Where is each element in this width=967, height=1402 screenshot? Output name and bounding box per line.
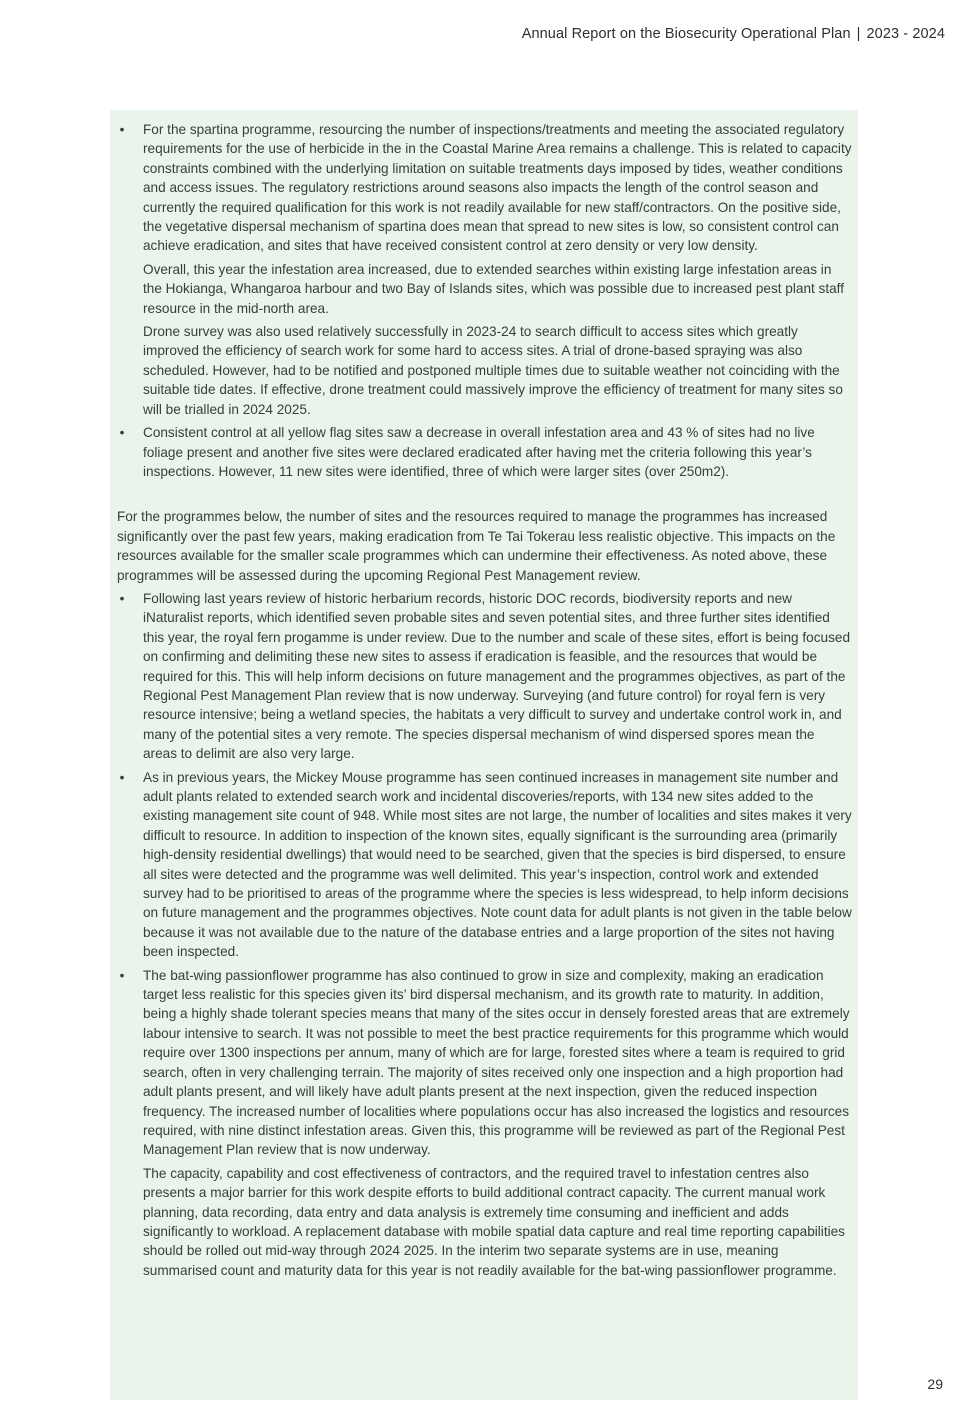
- list-paragraph: The bat-wing passionflower programme has also continued to grow in size and complexity, making an eradication target less realistic for this species given its’ bird dispersal mechanism, and its growth rate to maturity. In addition, being a highly shade tolerant species means that many of the sites occur in densely forested areas that are extremely labour intensive to search. It was not possible to meet the best practice requirements for this programme which would require over 1300 inspections per annum, many of which are for large, forested sites where a team is required to grid search, often in very challenging terrain. The majority of sites received only one inspection and a high proportion had adult plants present, and will likely have adult plants present at the next inspection, given the reduced inspection frequency. The increased number of localities where populations occur has also increased the logistics and resources required, with nine distinct infestation areas. Given this, this programme will be reviewed as part of the Regional Pest Management Plan review that is now underway.: [143, 967, 850, 1158]
- page-number: 29: [927, 1376, 943, 1392]
- list-paragraph: Overall, this year the infestation area increased, due to extended searches within existing large infestation areas in the Hokianga, Whangaroa harbour and two Bay of Islands sites, which was possible due to increased pest plant staff resource in the mid-north area.: [143, 261, 844, 316]
- bullet-list-section-2: [117, 589, 852, 1280]
- page-header: [522, 26, 945, 42]
- report-years: 2023 - 2024: [866, 26, 945, 42]
- intro-paragraph: For the programmes below, the number of sites and the resources required to manage the programmes has increased significantly over the past few years, making eradication from Te Tai Tokerau less realistic objective. This impacts on the resources available for the smaller scale programmes which can undermine their effectiveness. As noted above, these programmes will be assessed during the upcoming Regional Pest Management review.: [117, 509, 836, 583]
- bullet-marker: •: [119, 122, 125, 137]
- list-paragraph: As in previous years, the Mickey Mouse programme has seen continued increases in management site number and adult plants related to extended search work and incidental discoveries/reports, with 134 new sites added to the existing management site count of 948. While most sites are not large, the number of localities and sites makes it very difficult to resource. In addition to inspection of the known sites, equally significant is the surrounding area (primarily high-density residential dwellings) that would need to be searched, given that the species is bird dispersed, to ensure all sites were detected and the programme was well delimited. This year’s inspection, control work and extended survey had to be prioritised to areas of the programme where the species is less widespread, to help inform decisions on future management and the programmes objectives. Note count data for adult plants is not given in the table below because it was not available due to the nature of the database entries and a large proportion of the sites not having been inspected.: [143, 769, 852, 960]
- list-item-bat-wing-passionflower: [117, 966, 852, 1281]
- list-paragraph: For the spartina programme, resourcing the number of inspections/treatments and meeting the associated regulatory requirements for the use of herbicide in the in the Coastal Marine Area remains a challenge. This is related to capacity constraints combined with the underlying limitation on suitable treatments days imposed by tides, weather conditions and access issues. The regulatory restrictions around seasons also impacts the length of the control season and currently the required qualification for this work is not readily available for new staff/contractors. On the positive side, the vegetative dispersal mechanism of spartina does mean that spread to new sites is low, so consistent control can achieve eradication, and sites that have received consistent control at zero density or very low density.: [143, 122, 852, 254]
- list-paragraph: Drone survey was also used relatively successfully in 2023-24 to search difficult to access sites which greatly improved the efficiency of search work for some hard to access sites. A trial of drone-based spraying was also scheduled. However, had to be notified and postponed multiple times due to suitable weather not coinciding with the suitable tide dates. If effective, drone treatment could massively improve the efficiency of treatment for many sites so will be trialled in 2024 2025.: [143, 324, 843, 417]
- report-title: Annual Report on the Biosecurity Operational Plan: [521, 26, 851, 42]
- list-item-royal-fern: [117, 589, 852, 764]
- list-paragraph: Following last years review of historic herbarium records, historic DOC records, biodiversity reports and new iNaturalist reports, which identified seven probable sites and seven potential sites, and three further sites identified this year, the royal fern progamme is under review. Due to the number and scale of these sites, effort is being focused on confirming and delimiting these new sites to assess if eradication is feasible, and the resources that would be required for this. This will help inform decisions on future management and the programmes objectives, as part of the Regional Pest Management Plan review that is now underway. Surveying (and future control) for royal fern is very resource intensive; being a wetland species, the habitats a very difficult to survey and undertake control work in, and many of the potential sites a very remote. The species dispersal mechanism of wind dispersed spores mean the areas to delimit are also very large.: [143, 590, 851, 762]
- header-separator: |: [856, 26, 861, 42]
- list-paragraph: The capacity, capability and cost effectiveness of contractors, and the required travel to infestation centres also presents a major barrier for this work despite efforts to build additional contract capacity. The current manual work planning, data recording, data entry and data analysis is extremely time consuming and inefficient and adds significantly to workload. A replacement database with mobile spatial data capture and real time reporting capabilities should be rolled out mid-way through 2024 2025. In the interim two separate systems are in use, meaning summarised count and maturity data for this year is not readily available for the bat-wing passionflower programme.: [143, 1165, 845, 1278]
- bullet-marker: •: [119, 967, 125, 983]
- bullet-marker: •: [119, 425, 125, 441]
- list-item-yellow-flag: [117, 423, 852, 481]
- main-content: [117, 120, 852, 1284]
- list-item-mickey-mouse: [117, 768, 852, 962]
- bullet-marker: •: [119, 590, 125, 606]
- list-paragraph: Consistent control at all yellow flag sites saw a decrease in overall infestation area and 43 % of sites had no live foliage present and another five sites were declared eradicated after having met the criteria following this year’s inspections. However, 11 new sites were identified, three of which were larger sites (over 250m2).: [143, 425, 815, 479]
- bullet-marker: •: [119, 769, 125, 785]
- list-item-spartina: [117, 120, 852, 419]
- bullet-list-section-1: [117, 120, 852, 481]
